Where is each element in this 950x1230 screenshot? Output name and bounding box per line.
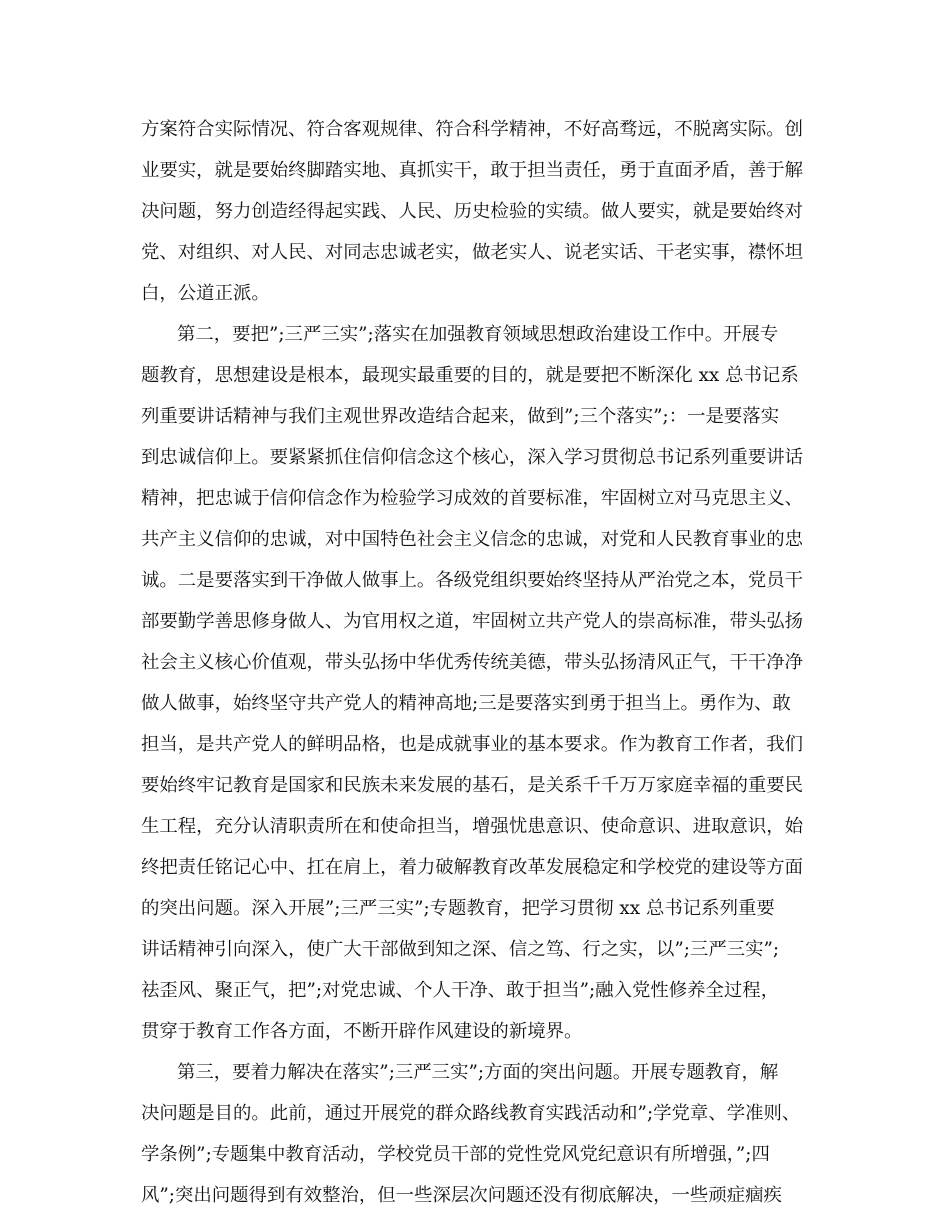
text-line: 做人做事，始终坚守共产党人的精神高地;三是要落实到勇于担当上。勇作为、敢 — [141, 693, 791, 714]
text-line: 部要勤学善思修身做人、为官用权之道，牢固树立共产党人的崇高标准，带头弘扬 — [141, 611, 804, 632]
text-line: 决问题是目的。此前，通过开展党的群众路线教育实践活动和”;学党章、学准则、 — [141, 1103, 801, 1124]
text-line: 的突出问题。深入开展”;三严三实”;专题教育，把学习贯彻 xx 总书记系列重要 — [141, 898, 775, 919]
text-line: 终把责任铭记心中、扛在肩上，着力破解教育改革发展稳定和学校党的建设等方面 — [141, 857, 804, 878]
text-line: 风”;突出问题得到有效整治，但一些深层次问题还没有彻底解决，一些顽症痼疾 — [141, 1185, 782, 1206]
text-line: 第二，要把”;三严三实”;落实在加强教育领域思想政治建设工作中。开展专 — [177, 324, 779, 345]
text-line: 担当，是共产党人的鲜明品格，也是成就事业的基本要求。作为教育工作者，我们 — [141, 734, 804, 755]
text-line: 生工程，充分认清职责所在和使命担当，增强忧患意识、使命意识、进取意识，始 — [141, 816, 804, 837]
text-line: 题教育，思想建设是根本，最现实最重要的目的，就是要把不断深化 xx 总书记系 — [141, 365, 799, 386]
text-line: 方案符合实际情况、符合客观规律、符合科学精神，不好高骛远，不脱离实际。创 — [141, 119, 804, 140]
text-line: 列重要讲话精神与我们主观世界改造结合起来，做到”;三个落实”;：一是要落实 — [141, 406, 780, 427]
text-line: 要始终牢记教育是国家和民族未来发展的基石，是关系千千万万家庭幸福的重要民 — [141, 775, 804, 796]
text-line: 祛歪风、聚正气，把”;对党忠诚、个人干净、敢于担当”;融入党性修养全过程， — [141, 980, 780, 1001]
text-line: 白，公道正派。 — [141, 283, 270, 304]
text-line: 诚。二是要落实到干净做人做事上。各级党组织要始终坚持从严治党之本，党员干 — [141, 570, 804, 591]
text-line: 决问题，努力创造经得起实践、人民、历史检验的实绩。做人要实，就是要始终对 — [141, 201, 804, 222]
text-line: 到忠诚信仰上。要紧紧抓住信仰信念这个核心，深入学习贯彻总书记系列重要讲话 — [141, 447, 804, 468]
text-line: 学条例”;专题集中教育活动，学校党员干部的党性党风党纪意识有所增强，”;四 — [141, 1144, 770, 1165]
text-line: 社会主义核心价值观，带头弘扬中华优秀传统美德，带头弘扬清风正气，干干净净 — [141, 652, 804, 673]
text-line: 党、对组织、对人民、对同志忠诚老实，做老实人、说老实话、干老实事，襟怀坦 — [141, 242, 804, 263]
text-line: 精神，把忠诚于信仰信念作为检验学习成效的首要标准，牢固树立对马克思主义、 — [141, 488, 804, 509]
text-line: 业要实，就是要始终脚踏实地、真抓实干，敢于担当责任，勇于直面矛盾，善于解 — [141, 160, 804, 181]
text-line: 贯穿于教育工作各方面，不断开辟作风建设的新境界。 — [141, 1021, 583, 1042]
text-line: 共产主义信仰的忠诚，对中国特色社会主义信念的忠诚，对党和人民教育事业的忠 — [141, 529, 804, 550]
text-line: 讲话精神引向深入，使广大干部做到知之深、信之笃、行之实，以”;三严三实”; — [141, 939, 780, 960]
text-line: 第三，要着力解决在落实”;三严三实”;方面的突出问题。开展专题教育，解 — [177, 1062, 779, 1083]
